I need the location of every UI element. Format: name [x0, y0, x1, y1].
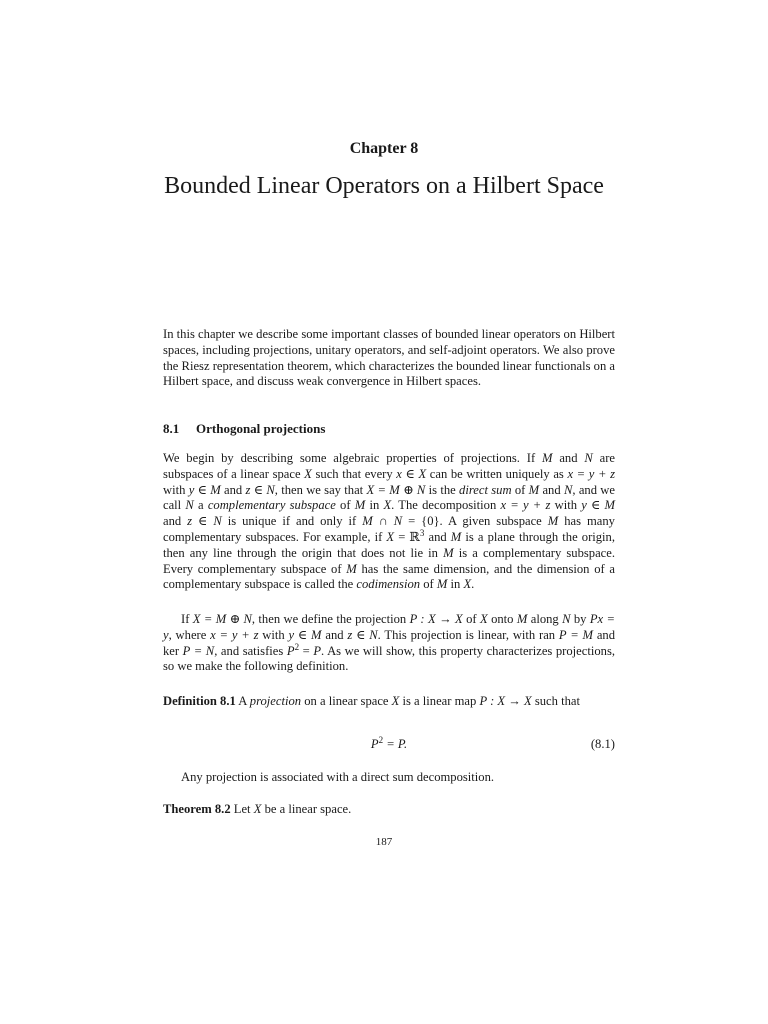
- equation-8-1: [163, 734, 615, 755]
- emph-complementary-subspace: complementary subspace: [207, 498, 336, 513]
- emph-direct-sum: direct sum: [459, 482, 512, 497]
- chapter-title: Bounded Linear Operators on a Hilbert Space: [164, 173, 604, 199]
- chapter-label: Chapter 8: [349, 140, 419, 157]
- page-number: 187: [375, 836, 393, 848]
- theorem-block: Theorem 8.2 Let X be a linear space.: [163, 802, 352, 816]
- section-number: 8.1: [163, 421, 180, 436]
- definition-block: Definition 8.1 A projection on a linear space X is a linear map P : X → X such that: [163, 694, 580, 708]
- theorem-label: Theorem 8.2: [163, 802, 231, 816]
- section-title: Orthogonal projections: [196, 421, 326, 436]
- paragraph-direct-sum: We begin by describing some algebraic properties of projections. If M and N are subspaces of a linear space X such that every x ∈ X can be written uniquely as x = y + z with y ∈ M and z ∈ N, then we say that X = M ⊕ N is the direct sum of M and N, and we call N a complementary subspace of M in X. The decomposition x = y + z with y ∈ M and z ∈ N is unique if and only if M ∩ N = {0}. A given subspace M has many complementary subspaces. For example, if X = ℝ$^3$ and M is a plane through the origin, then any line through the origin that does not lie in M is a complementary subspace. Every complementary subspace of M has the same dimension, and the dimension of a complementary subspace is called the codimension of M in X.: [163, 451, 616, 592]
- emph-projection: projection: [249, 694, 302, 708]
- equation-number: (8.1): [590, 737, 615, 751]
- definition-label: Definition 8.1: [163, 694, 236, 708]
- section-heading: [163, 421, 615, 437]
- remark-paragraph: Any projection is associated with a direct sum decomposition.: [181, 770, 495, 784]
- intro-paragraph: In this chapter we describe some important classes of bounded linear operators on Hilbert spaces, including projections, unitary operators, and self-adjoint operators. We also prove the Riesz representation theorem, which characterizes the bounded linear functionals on a Hilbert space, and discuss weak convergence in Hilbert spaces.: [163, 327, 615, 389]
- paragraph-projection: If X = M ⊕ N, then we define the projection P : X → X of X onto M along N by Px = y, where x = y + z with y ∈ M and z ∈ N. This projection is linear, with ran P = M and ker P = N, and satisfies $P^2 = P$. As we will show, this property characterizes projections, so we make the following definition.: [163, 612, 616, 674]
- emph-codimension: codimension: [356, 577, 421, 592]
- equation-body: $P^2 = P$.: [370, 734, 408, 751]
